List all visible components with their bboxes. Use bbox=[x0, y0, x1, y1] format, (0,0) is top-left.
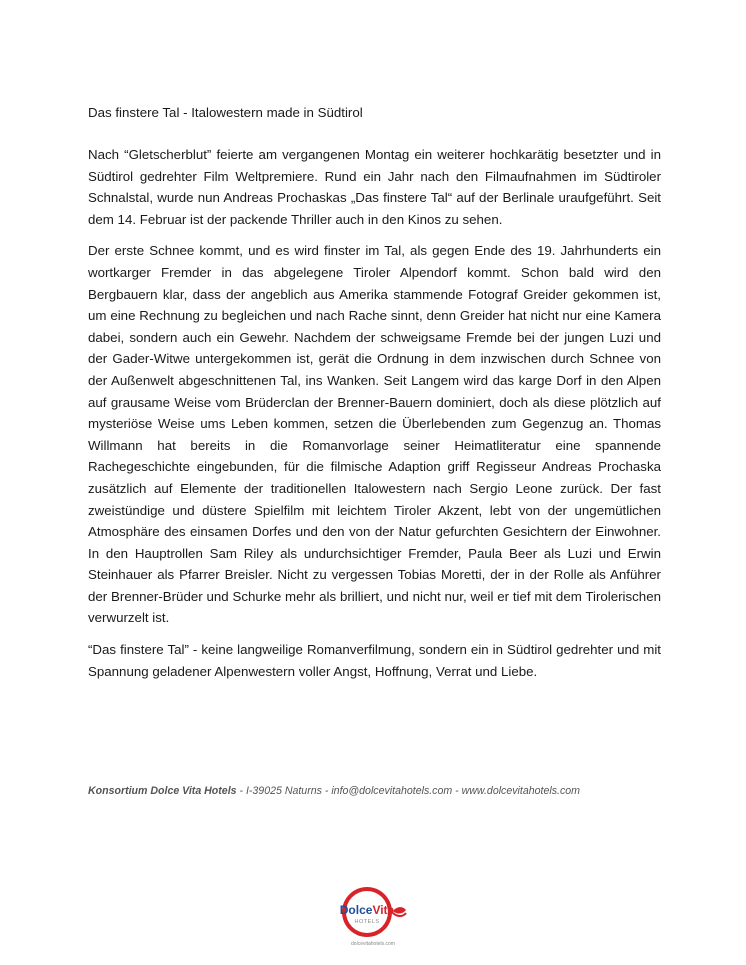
footer-contact bbox=[88, 785, 688, 797]
logo-text-dolce: Dolce bbox=[339, 903, 373, 917]
svg-text:DolceVita bbox=[340, 903, 395, 917]
footer-organization: Konsortium Dolce Vita Hotels bbox=[88, 785, 237, 797]
logo-text-vita: Vita bbox=[372, 903, 395, 917]
logo-url: dolcevitahotels.com bbox=[351, 941, 395, 947]
paragraph-intro: Nach “Gletscherblut” feierte am vergangenen Montag ein weiterer hochkarätig besetzter und in Südtirol gedrehter Film Weltpremiere. Rund ein Jahr nach den Filmaufnahmen im Südtiroler Schnalstal, wurde nun Andreas Prochaskas „Das finstere Tal“ auf der Berlinale uraufgeführt. Seit dem 14. Februar ist der packende Thriller auch in den Kinos zu sehen. bbox=[88, 147, 661, 227]
article-title: Das finstere Tal - Italowestern made in Südtirol bbox=[88, 105, 363, 120]
logo-subtitle: HOTELS bbox=[354, 919, 380, 925]
paragraph-synopsis: Der erste Schnee kommt, und es wird finster im Tal, als gegen Ende des 19. Jahrhunderts ein wortkarger Fremder in das abgelegene Tiroler Alpendorf kommt. Schon bald wird den Bergbauern klar, dass der angeblich aus Amerika stammende Fotograf Greider gekommen ist, um eine Rechnung zu begleichen und nach Rache sinnt, denn Greider hat nicht nur eine Kamera dabei, sondern auch ein Gewehr. Nachdem der schweigsame Fremde bei der jungen Luzi und der Gader-Witwe untergekommen ist, gerät die Ordnung in dem inzwischen durch Schnee von der Außenwelt abgeschnittenen Tal, ins Wanken. Seit Langem wird das karge Dorf in den Alpen auf grausame Weise vom Brüderclan der Brenner-Bauern dominiert, doch als diese plötzlich auf mysteriöse Weise ums Leben kommen, setzen die Überlebenden zum Gegenzug an. Thomas Willmann hat bereits in die Romanvorlage seiner Heimatliteratur eine spannende Rachegeschichte eingebunden, für die filmische Adaption griff Regisseur Andreas Prochaska zusätzlich auf Elemente der traditionellen Italowestern nach Sergio Leone zurück. Der fast zweistündige und düstere Spielfilm mit leichtem Tiroler Akzent, lebt von der ungemütlichen Atmosphäre des einsamen Dorfes und den von der Natur gefurchten Gesichtern der Einwohner. In den Hauptrollen Sam Riley als undurchsichtiger Fremder, Paula Beer als Luzi und Erwin Steinhauer als Pfarrer Breisler. Nicht zu vergessen Tobias Moretti, der in der Rolle als Anführer der Brenner-Brüder und Schurke mehr als brilliert, und nicht nur, weil er tief mit dem Tirolerischen verwurzelt ist. bbox=[88, 243, 661, 626]
logo-lips-icon bbox=[393, 907, 406, 913]
dolce-vita-logo bbox=[333, 884, 413, 950]
logo-badge-icon bbox=[333, 884, 413, 940]
footer-details: - I-39025 Naturns - info@dolcevitahotels.com - www.dolcevitahotels.com bbox=[236, 785, 580, 797]
document-body bbox=[88, 104, 661, 692]
paragraph-conclusion: “Das finstere Tal” - keine langweilige Romanverfilmung, sondern ein in Südtirol gedrehter und mit Spannung geladener Alpenwestern voller Angst, Hoffnung, Verrat und Liebe. bbox=[88, 642, 661, 679]
